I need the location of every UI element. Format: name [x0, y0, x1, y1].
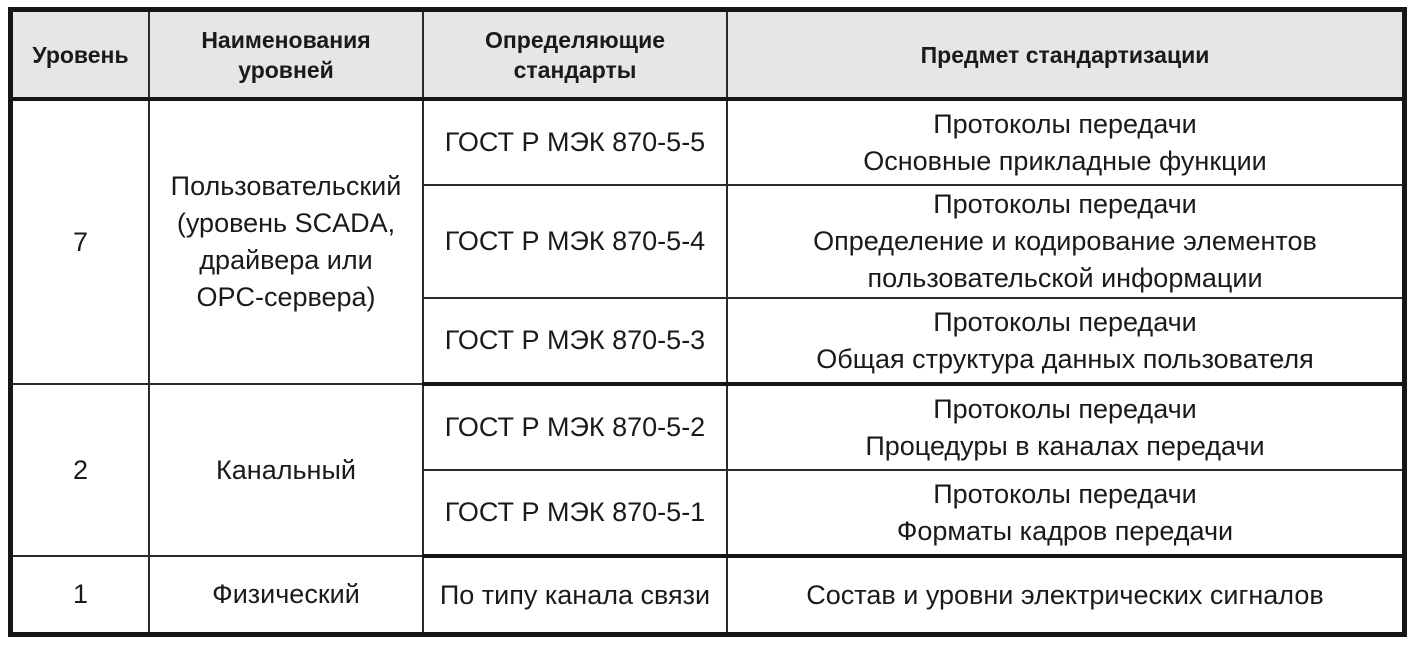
- standard-cell: ГОСТ Р МЭК 870-5-3: [423, 298, 727, 384]
- level-cell: 7: [13, 99, 149, 384]
- subject-line: Протоколы передачи: [933, 108, 1197, 139]
- standards-table-frame: [8, 7, 1407, 637]
- subject-line: Общая структура данных пользователя: [816, 343, 1314, 374]
- standard-cell: ГОСТ Р МЭК 870-5-2: [423, 384, 727, 470]
- subject-line: пользовательской информации: [867, 263, 1263, 293]
- level-cell: 2: [13, 384, 149, 556]
- subject-cell: [727, 384, 1402, 470]
- level-name-cell: Канальный: [149, 384, 423, 556]
- subject-line: Форматы кадров передачи: [896, 515, 1234, 546]
- subject-line: Определение и кодирование элементов: [813, 226, 1317, 256]
- header-standards-line: стандарты: [513, 56, 637, 83]
- level-name-cell: [149, 99, 423, 384]
- subject-line: Протоколы передачи: [933, 478, 1197, 509]
- table-row: [13, 99, 1402, 185]
- standard-cell: ГОСТ Р МЭК 870-5-4: [423, 185, 727, 298]
- header-level-name: [149, 12, 423, 99]
- level-name-line: OPC-сервера): [196, 282, 376, 312]
- subject-line: Протоколы передачи: [933, 189, 1197, 219]
- subject-line: Процедуры в каналах передачи: [865, 430, 1265, 461]
- table-row: [13, 556, 1402, 632]
- standard-cell: ГОСТ Р МЭК 870-5-5: [423, 99, 727, 185]
- subject-line: Протоколы передачи: [933, 393, 1197, 424]
- subject-line: Основные прикладные функции: [863, 145, 1267, 176]
- header-standards-line: Определяющие: [484, 26, 666, 53]
- table-header-row: [13, 12, 1402, 99]
- header-standards: [423, 12, 727, 99]
- subject-cell: [727, 185, 1402, 298]
- standard-cell: ГОСТ Р МЭК 870-5-1: [423, 470, 727, 556]
- subject-cell: [727, 298, 1402, 384]
- level-cell: 1: [13, 556, 149, 632]
- subject-cell: [727, 470, 1402, 556]
- subject-cell: Состав и уровни электрических сигналов: [727, 556, 1402, 632]
- level-name-line: драйвера или: [199, 245, 373, 275]
- standards-table: [13, 12, 1402, 632]
- level-name-line: (уровень SCADA,: [176, 208, 396, 238]
- table-row: [13, 384, 1402, 470]
- header-level-name-line: Наименования: [201, 26, 371, 53]
- header-subject: Предмет стандартизации: [727, 12, 1402, 99]
- header-level: Уровень: [13, 12, 149, 99]
- standard-cell: По типу канала связи: [423, 556, 727, 632]
- header-level-name-line: уровней: [238, 56, 334, 83]
- subject-cell: [727, 99, 1402, 185]
- level-name-cell: Физический: [149, 556, 423, 632]
- level-name-line: Пользовательский: [170, 171, 402, 201]
- subject-line: Протоколы передачи: [933, 306, 1197, 337]
